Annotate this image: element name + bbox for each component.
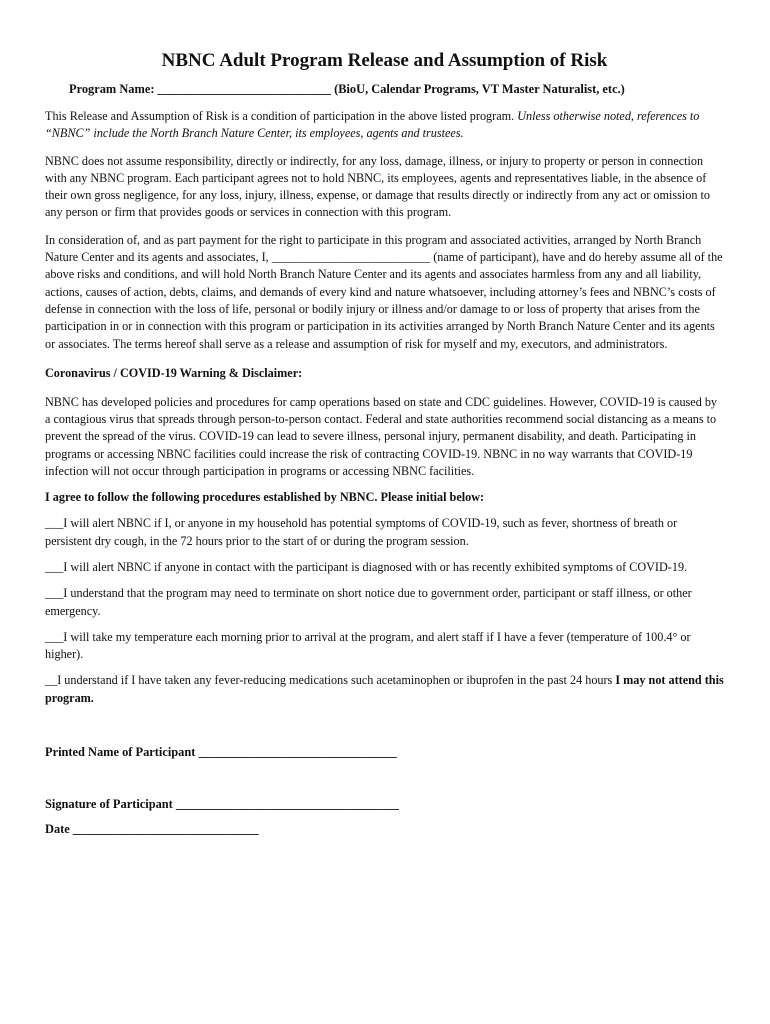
program-name-field: Program Name: ____________________________ (BioU, Calendar Programs, VT Master Naturalist, etc.): [69, 82, 625, 96]
intro-text: This Release and Assumption of Risk is a condition of participation in the above listed program.: [45, 109, 518, 123]
initial-item-household: ___I will alert NBNC if I, or anyone in my household has potential symptoms of COVID-19, such as fever, shortness of breath or persistent dry cough, in the 72 hours prior to the start of or during the program session.: [45, 516, 678, 548]
responsibility-paragraph: NBNC does not assume responsibility, directly or indirectly, for any loss, damage, illness, or injury to property or person in connection with any NBNC program. Each participant agrees not to hold NBNC, its employees, agents and representatives liable, in the absence of their own gross negligence, for any loss, injury, illness, expense, or damage that results directly or indirectly from any act or omission to any person or firm that provides goods or services in connection with this program.: [45, 153, 710, 220]
initial-item-medication: [45, 672, 724, 707]
covid-heading: Coronavirus / COVID-19 Warning & Disclaimer:: [45, 365, 303, 380]
signature-field: Signature of Participant ____________________________________: [45, 797, 399, 812]
initial-item-temperature: ___I will take my temperature each morning prior to arrival at the program, and alert staff if I have a fever (temperature of 100.4° or higher).: [45, 629, 691, 662]
printed-name-field: Printed Name of Participant ________________________________: [45, 745, 397, 760]
initial-item-contact: ___I will alert NBNC if anyone in contact with the participant is diagnosed with or has recently exhibited symptoms of COVID-19.: [45, 559, 688, 574]
document-title: NBNC Adult Program Release and Assumption of Risk: [161, 50, 608, 71]
intro-italic-note: Unless otherwise noted, references to “NBNC” include the North Branch Nature Center, its employees, agents and trustees.: [45, 109, 700, 141]
date-field: Date ______________________________: [45, 822, 259, 837]
covid-paragraph: NBNC has developed policies and procedures for camp operations based on state and CDC guidelines. However, COVID-19 is caused by a contagious virus that spreads through person-to-person contact. Federal and state authorities recommend social distancing as a means to prevent the spread of the virus. COVID-19 can lead to severe illness, personal injury, permanent disability, and death. Participating in programs or accessing NBNC facilities could increase the risk of contracting COVID-19. NBNC in no way warrants that COVID-19 infection will not occur through participation in programs or accessing NBNC facilities.: [45, 394, 718, 479]
medication-text: __I understand if I have taken any fever-reducing medications such acetaminophen or ibuprofen in the past 24 hours: [45, 673, 616, 688]
agree-heading: I agree to follow the following procedures established by NBNC. Please initial below:: [45, 490, 485, 505]
consideration-paragraph: In consideration of, and as part payment for the right to participate in this program and associated activities, arranged by North Branch Nature Center and its agents and associates, I, __________________________ (name of participant), have and do hereby assume all of the above risks and conditions, and will hold North Branch Nature Center and its agents and associates harmless from any and all liability, actions, causes of action, debts, claims, and demands of every kind and nature whatsoever, including attorney’s fees and NBNC’s costs of defense in connection with the loss of life, personal or bodily injury or illness and/or damage to or loss of property that arises from the participation in or in connection with this program or participation in its activities arranged by North Branch Nature Center and its agents or associates. The terms hereof shall serve as a release and assumption of risk for myself and my, executors, and administrators.: [45, 232, 723, 351]
medication-bold-note: I may not attend this program.: [45, 673, 724, 705]
intro-paragraph: [45, 108, 724, 143]
initial-item-terminate: ___I understand that the program may need to terminate on short notice due to government order, participant or staff illness, or other emergency.: [45, 586, 692, 618]
